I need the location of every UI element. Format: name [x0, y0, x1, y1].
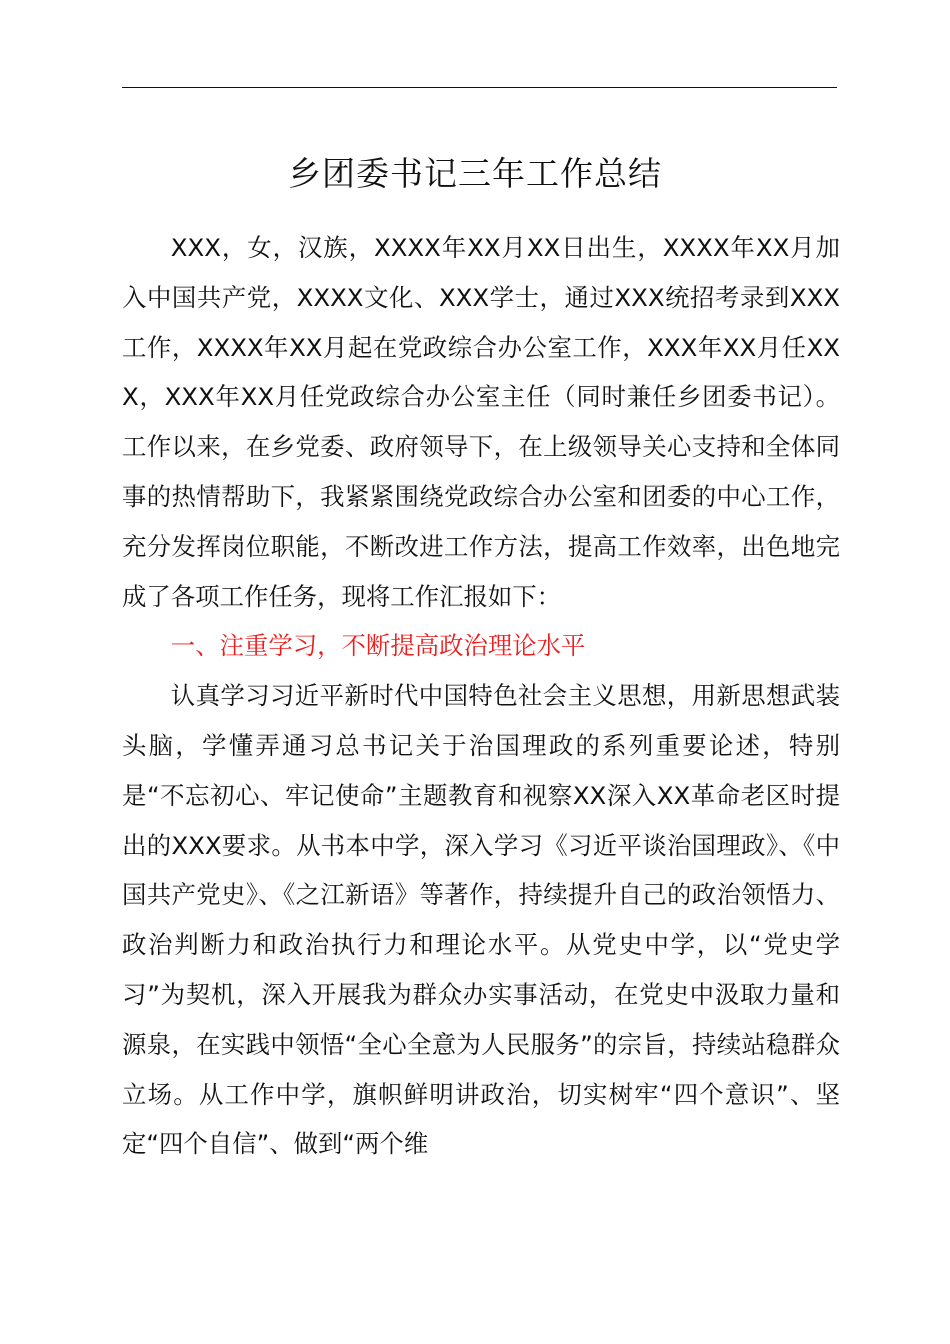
section-heading: 一、注重学习，不断提高政治理论水平	[170, 631, 586, 661]
document-body	[122, 223, 840, 1169]
header-rule	[122, 87, 837, 88]
document-title: 乡团委书记三年工作总结	[288, 154, 662, 193]
section-paragraph: 认真学习习近平新时代中国特色社会主义思想，用新思想武装头脑，学懂弄通习总书记关于治国理政的系列重要论述，特别是“不忘初心、牢记使命”主题教育和视察XX深入XX革命老区时提出的XXX要求。从书本中学，深入学习《习近平谈治国理政》、《中国共产党史》、《之江新语》等著作，持续提升自己的政治领悟力、政治判断力和政治执行力和理论水平。从党史中学，以“党史学习”为契机，深入开展我为群众办实事活动，在党史中汲取力量和源泉，在实践中领悟“全心全意为人民服务”的宗旨，持续站稳群众立场。从工作中学，旗帜鲜明讲政治，切实树牢“四个意识”、坚定“四个自信”、做到“两个维	[122, 681, 840, 1159]
intro-paragraph: XXX，女，汉族，XXXX年XX月XX日出生，XXXX年XX月加入中国共产党，XXXX文化、XXX学士，通过XXX统招考录到XXX工作，XXXX年XX月起在党政综合办公室工作，XXX年XX月任XXX，XXX年XX月任党政综合办公室主任（同时兼任乡团委书记）。工作以来，在乡党委、政府领导下，在上级领导关心支持和全体同事的热情帮助下，我紧紧围绕党政综合办公室和团委的中心工作，充分发挥岗位职能，不断改进工作方法，提高工作效率，出色地完成了各项工作任务，现将工作汇报如下：	[122, 233, 840, 611]
